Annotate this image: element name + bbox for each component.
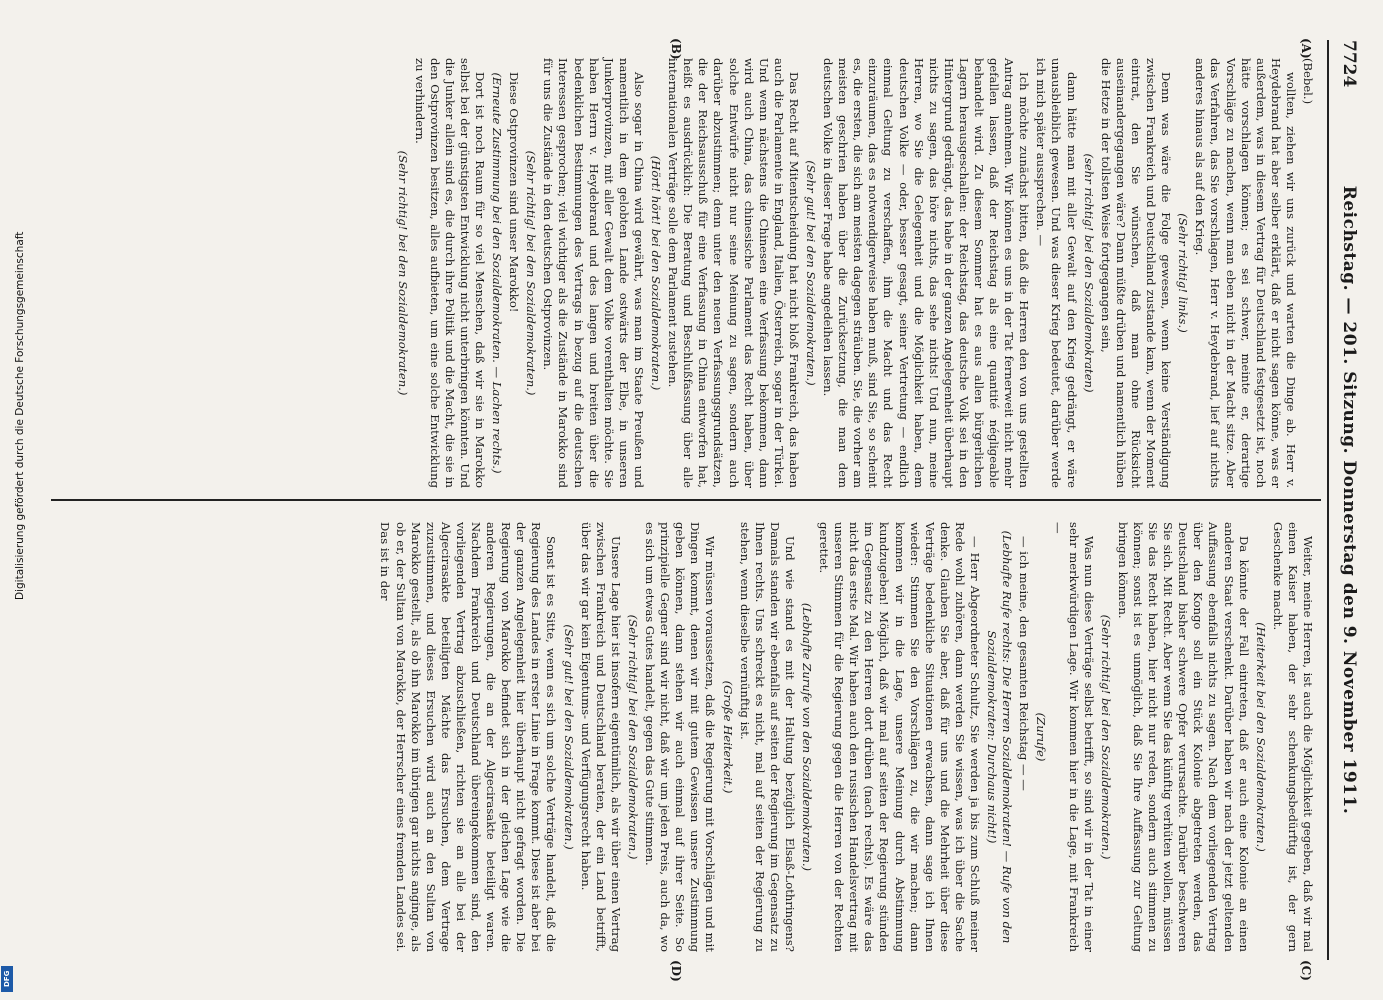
speaker-name: (Bebel.) <box>1301 58 1315 105</box>
interjection: (Heiterkeit bei den Sozialdemokraten.) <box>1253 622 1268 852</box>
interjection: (Sehr richtig! bei den Sozialdemokraten.) <box>395 150 410 396</box>
page-number: 7724 <box>1339 40 1359 88</box>
paragraph: — Herr Abgeordneter Schultz, Sie werden ja bis zum Schluß meiner Rede wohl zuhören, dann werden Sie wissen, was ich über die Sache denke. Glauben Sie aber, daß für uns und die Mehrheit über diese Verträge bedenkliche Situationen erwachsen, dann sage ich Ihnen wieder: Stimmen Sie den Vorschlägen zu, die wir machen; dann kommen wir in die Lage, unsere Meinung durch Abstimmung kundzugeben! Möglich, daß wir mal auf seiten der Regierung stünden im Gegensatz zu den Herren dort drüben (nach rechts). Es wäre das nicht das erste Mal. Wir haben auch den russischen Handelsvertrag mit unseren Stimmen für die Regierung gegen die Herren von der Rechten gerettet. <box>817 522 983 952</box>
paragraph: Dort ist noch Raum für so viel Menschen, daß wir sie in Marokko selbst bei der günstigsten Entwicklung nicht unterbringen könnten. Und die Junker allein sind es, die durch ihre Politik und die Macht, die sie in den Ostprovinzen besitzen, alles aufbieten, um eine solche Entwicklung zu verhindern. <box>412 58 488 488</box>
paragraph: Da könnte der Fall eintreten, daß er auch eine Kolonie an einen anderen Staat verschenkt. Darüber haben wir nach der jetzt geltenden Auffassung ebenfalls nichts zu sagen. Nach dem vorliegenden Vertrag über den Kongo soll ein Stück Kolonie abgetreten werden, das Deutschland bisher schwere Opfer verursachte. Darüber beschweren Sie sich. Mit Recht. Aber wenn Sie das künftig verhüten wollen, müssen Sie das Recht haben, hier nicht nur reden, sondern auch stimmen zu können; sonst ist es unmöglich, daß Sie Ihre Auffassung zur Geltung bringen können. <box>1115 522 1251 952</box>
paragraph: Unsere Lage hier ist insofern eigentümlich, als wir über einen Vertrag zwischen Frankreich und Deutschland beraten, der ein Land betrifft, über das wir gar kein Eigentums- und Verfügungsrecht haben. <box>578 522 623 952</box>
paragraph: Weiter, meine Herren, ist auch die Möglichkeit gegeben, daß wir mal einen Kaiser haben, der sehr schenkungsbedürftig ist, der gern Geschenke macht. <box>1270 522 1315 952</box>
margin-marker-c: (C) <box>1299 960 1313 981</box>
paragraph: Was nun diese Verträge selbst betrifft, so sind wir in der Tat in einer sehr merkwürdigen Lage. Wir kommen hier in die Lage, mit Frankreich — <box>1051 522 1096 952</box>
paragraph: Wir müssen voraussetzen, daß die Regierung mit Vorschlägen und mit Dingen kommt, denen wir mit gutem Gewissen unsere Zustimmung geben können, dann stehen wir auch einmal auf ihrer Seite. So prinzipielle Gegner sind wir nicht, daß wir um jeden Preis, auch da, wo es sich um etwas Gutes handelt, gegen das Gute stimmen. <box>643 522 718 952</box>
paragraph: Das Recht auf Mitentscheidung hat nicht bloß Frankreich, das haben auch die Parlamente in England, Italien, Österreich, sogar in der Türkei. Und wenn nächstens die Chinesen eine Verfassung bekommen, dann wird auch China, das chinesische Parlament das Recht haben, über solche Entwürfe nicht nur seine Meinung zu sagen, sondern auch darüber abzustimmen; denn unter den neuen Verfassungsgrundsätzen, die der Reichsausschuß für eine Verfassung in China entworfen hat, heißt es ausdrücklich: Die Beratung und Beschlußfassung über alle internationalen Verträge solle dem Parlament zustehen. <box>666 58 801 488</box>
page-title: Reichstag. — 201. Sitzung. Donnerstag den 9. November 1911. <box>1339 185 1359 815</box>
paragraph: Und wie stand es mit der Haltung bezüglich Elsaß-Lothringens? Damals standen wir ebenfalls auf seiten der Regierung im Gegensatz zu Ihnen rechts. Uns schreckt es nicht, mal auf seiten der Regierung zu stehen, wenn dieselbe vernünftig ist. <box>737 522 797 952</box>
interjection: (Lebhafte Zurufe von den Sozialdemokraten.) <box>800 602 814 872</box>
digitization-strip <box>0 0 26 1000</box>
paragraph: Denn was wäre die Folge gewesen, wenn keine Verständigung zwischen Frankreich und Deutschland zustande kam, wenn der Moment eintrat, den Sie wünschen, daß man ohne Rücksicht auseinandergegangen wäre? Dann müßte drüben und namentlich hüben die Hetze in der tollsten Weise fortgegangen sein, <box>1098 58 1174 488</box>
dfg-logo <box>1 966 13 992</box>
right-text-column <box>375 522 1315 952</box>
paragraph: Diese Ostprovinzen sind unser Marokko! <box>507 72 522 313</box>
left-text-column <box>392 58 1315 488</box>
dfg-logo-text: DFG <box>3 970 11 988</box>
interjection: (Sehr richtig! bei den Sozialdemokraten.) <box>625 614 640 860</box>
interjection: (Sehr richtig! bei den Sozialdemokraten.) <box>1098 614 1113 860</box>
interjection: (Sehr gut! bei den Sozialdemokraten.) <box>804 160 818 386</box>
margin-marker-b: (B) <box>669 38 683 60</box>
paragraph: — ich meine, den gesamten Reichstag — — <box>1017 536 1032 791</box>
interjection: (Sehr gut! bei den Sozialdemokraten.) <box>561 624 576 850</box>
paragraph: Sonst ist es Sitte, wenn es sich um solche Verträge handelt, daß die Regierung des Landes in erster Linie in Frage kommt. Diese ist aber bei der ganzen Angelegenheit hier überhaupt nicht gefragt worden. Die Regierung von Marokko befindet sich in der gleichen Lage wie die anderen Regierungen, die an der Algecirasakte beteiligt waren. Nachdem Frankreich und Deutschland übereingekommen sind, den vorliegenden Vertrag abzuschließen, richten sie an alle bei der Algecirasakte beteiligten Mächte das Ersuchen, dem Vertrage zuzustimmen, und dieses Ersuchen wird auch an den Sultan von Marokko gestellt, als ob ihn Marokko im übrigen gar nichts anginge, als ob er, der Sultan von Marokko, der Herrscher eines fremden Landes sei. Das ist in der <box>378 522 559 952</box>
margin-marker-a: (A) <box>1299 38 1313 59</box>
digitization-note: Digitalisierung gefördert durch die Deutsche Forschungsgemeinschaft <box>14 231 26 600</box>
interjection: (Lebhafte Rufe rechts: Die Herren Sozialdemokraten! — Rufe von den Sozialdemokraten: Durchaus nicht!) <box>985 530 1015 944</box>
interjection: (sehr richtig! bei den Sozialdemokraten) <box>1081 153 1096 393</box>
header-rule <box>1327 40 1329 960</box>
interjection: (Große Heiterkeit.) <box>720 680 735 794</box>
page-header <box>1325 40 1365 960</box>
column-divider <box>51 499 1321 501</box>
margin-marker-d: (D) <box>669 960 683 982</box>
interjection: (Sehr richtig! links.) <box>1176 213 1191 333</box>
paragraph: dann hätte man mit aller Gewalt auf den Krieg gedrängt, er wäre unausbleiblich gewesen. Und was dieser Krieg bedeutet, darüber werde ich mich später aussprechen. — <box>1034 58 1079 488</box>
interjection: (Erneute Zustimmung bei den Sozialdemokraten. — Lachen rechts.) <box>490 72 505 474</box>
interjection: (Sehr richtig! bei den Sozialdemokraten.) <box>524 150 539 396</box>
paragraph: Also sogar in China wird gewährt, was man im Staate Preußen und namentlich in dem gelobten Lande ostwärts der Elbe, in unseren Junkerprovinzen, mit aller Gewalt dem Volke vorenthalten möchte. Sie haben Herrn v. Heydebrand und des langen und breiten über die bedenklichen Bestimmungen des Vertrags in bezug auf die deutschen Interessen gesprochen; viel wichtiger als die Zustände in Marokko sind für uns die Zustände in den deutschen Ostprovinzen. <box>541 58 646 488</box>
paragraph: wollten, ziehen wir uns zurück und warten die Dinge ab. Herr v. Heydebrand hat aber selber erklärt, daß er nicht sagen könne, was er außerdem, was in diesem Vertrag für Deutschland festgesetzt ist, noch hätte vorschlagen können; es sei schwer, meinte er, derartige Vorschläge zu machen, wenn man eben nicht in der Macht sitze. Aber das Verfahren, das Sie vorschlagen, Herr v. Heydebrand, lief auf nichts anderes hinaus als auf den Krieg. <box>1193 58 1298 488</box>
interjection: (Zurufe) <box>1034 712 1049 762</box>
paragraph: Ich möchte zunächst bitten, daß die Herren den von uns gestellten Antrag annehmen. Wir können es uns in der Tat fernerweit nicht mehr gefallen lassen, daß der Reichstag als eine quantité négligeable behandelt wird. Zu diesem Sommer hat es aus allen bürgerlichen Lagern herausgeschallen: der Reichstag, das deutsche Volk sei in den Hintergrund gedrängt, das habe in der ganzen Angelegenheit überhaupt nichts zu sagen, das höre nichts, das sehe nichts! Und nun, meine Herren, wo Sie die Gelegenheit und die Möglichkeit haben, dem deutschen Volke — oder, besser gesagt, seiner Vertretung — endlich einmal Geltung zu verschaffen, ihm die Macht und das Recht einzuräumen, das es notwendigerweise haben muß, sind Sie, so scheint es, die ersten, die sich am meisten dagegen sträuben. Sie, die vorher am meisten geschrien haben über die Zurücksetzung, die man dem deutschen Volke in dieser Frage habe angedeihen lassen. <box>821 58 1032 488</box>
interjection: (Hört! hört! bei den Sozialdemokraten.) <box>649 155 664 391</box>
